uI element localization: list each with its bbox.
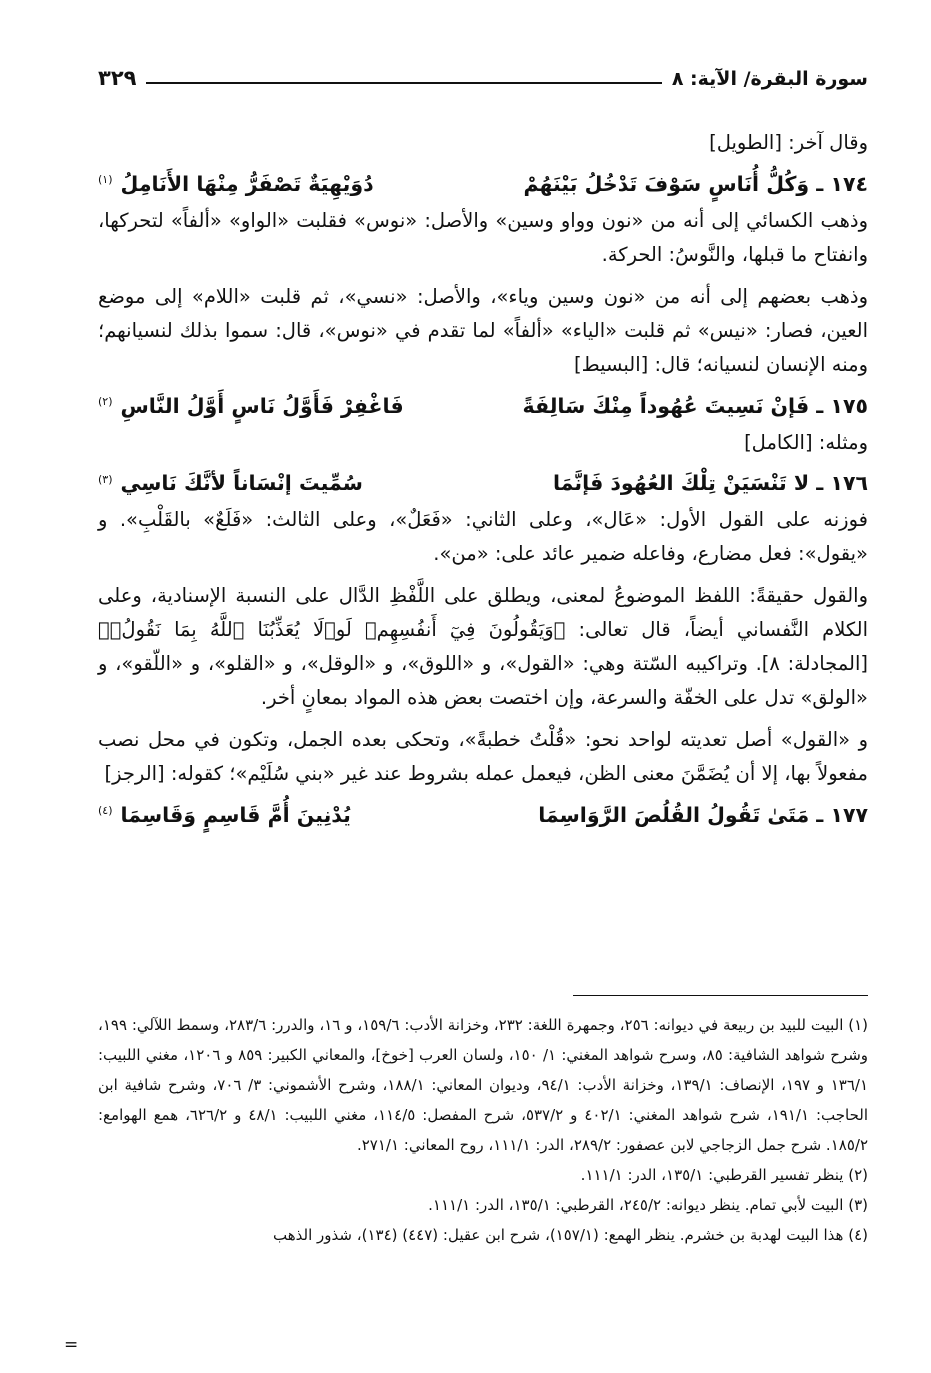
footnote-3: (٣) البيت لأبي تمام. ينظر ديوانه: ٢٤٥/٢، القرطبي: ١٣٥/١، الدر: ١١١/١. bbox=[428, 1196, 868, 1214]
footnote-ref: (٤) bbox=[98, 804, 113, 818]
footnote-ref: (٢) bbox=[98, 394, 113, 408]
verse-number: ١٧٦ ـ bbox=[816, 471, 868, 496]
paragraph: و «القول» أصل تعديته لواحد نحو: «قُلْتُ خطبةً»، وتحكى بعده الجمل، وتكون في محل نصب مفعولاً بها، إلا أن يُضَمَّنَ معنى الظن، فيعمل عمله بشروط عند غير «بني سُلَيْم»؛ كقوله: [الرجز] bbox=[98, 728, 868, 786]
page-number: ٣٢٩ bbox=[98, 66, 137, 90]
poem-verse-174 bbox=[98, 160, 868, 204]
intro-line: ومثله: [الكامل] bbox=[744, 430, 868, 454]
verse-number: ١٧٧ ـ bbox=[816, 803, 868, 828]
first-hemistich: لا تَنْسَيَنْ تِلْكَ العُهُودَ فَإنَّمَا bbox=[552, 471, 810, 496]
header-rule bbox=[146, 82, 661, 84]
footnote-4: (٤) هذا البيت لهدبة بن خشرم. ينظر الهمع: (١٥٧/١)، شرح ابن عقيل: (٤٤٧) (١٣٤)، شذور الذهب bbox=[273, 1226, 868, 1244]
poem-verse-176 bbox=[98, 460, 868, 504]
surah-title: سورة البقرة/ الآية: ٨ bbox=[671, 68, 868, 90]
footnotes bbox=[98, 1010, 868, 1250]
paragraph: وذهب بعضهم إلى أنه من «نون وسين وياء»، والأصل: «نسي»، ثم قلبت «اللام» إلى موضع العين، فصار: «نيس» ثم قلبت «الياء» «ألفاً» لما تقدم في «نوس»، قال: سموا بذلك لنسيانهم؛ ومنه الإنسان لنسيانه؛ قال: [البسيط] bbox=[98, 284, 868, 376]
footnote-divider bbox=[573, 995, 868, 996]
page-header bbox=[98, 54, 868, 90]
footnote-ref: (٣) bbox=[98, 472, 113, 486]
main-text bbox=[98, 126, 868, 835]
poem-verse-177 bbox=[98, 791, 868, 835]
intro-line: وقال آخر: [الطويل] bbox=[709, 131, 868, 154]
first-hemistich: وَكُلُّ أُنَاسٍ سَوْفَ تَدْخُلُ بَيْنَهُمْ bbox=[523, 171, 810, 196]
footnote-2: (٢) ينظر تفسير القرطبي: ١٣٥/١، الدر: ١١١/١. bbox=[580, 1166, 868, 1184]
second-hemistich: فَاغْفِرْ فَأَوَّلُ نَاسٍ أَوَّلُ النَّاسِ bbox=[120, 393, 404, 418]
continuation-mark: = bbox=[64, 1335, 79, 1355]
paragraph: فوزنه على القول الأول: «عَال»، وعلى الثاني: «فَعَلٌ»، وعلى الثالث: «فَلَعٌ» بالقَلْبِ». و «يقول»: فعل مضارع، وفاعله ضمير عائد على: «من». bbox=[98, 508, 868, 566]
footnote-1: (١) البيت للبيد بن ربيعة في ديوانه: ٢٥٦، وجمهرة اللغة: ٢٣٢، وخزانة الأدب: ١٥٩/٦، و ١٦، والدرر: ٢٨٣/٦، وسمط اللآلي: ١٩٩، وشرح شواهد الشافية: ٨٥، وسرح شواهد المغني: ١/ ١٥٠، ولسان العرب [خوخ]، والمعاني الكبير: ٨٥٩ و ١٢٠٦، مغني اللبيب: ١٣٦/١ و ١٩٧، الإنصاف: ١٣٩/١، وخزانة الأدب: ٩٤/١، وديوان المعاني: ١٨٨/١، وشرح الأشموني: ٣/ ٧٠٦، وشرح شافية ابن الحاجب: ١٩١/١، شرح شواهد المغني: ٤٠٢/١ و ٥٣٧/٢، شرح المفصل: ١١٤/٥، مغني اللبيب: ٤٨/١ و ٦٢٦/٢، همع الهوامع: ١٨٥/٢. شرح جمل الزجاجي لابن عصفور: ٢٨٩/٢، الدر: ١١١/١، روح المعاني: ٢٧١/١. bbox=[98, 1016, 869, 1154]
first-hemistich: فَإنْ نَسِيتَ عُهُوداً مِنْكَ سَالِفَةً bbox=[522, 393, 810, 418]
second-hemistich: سُمِّيتَ إنْسَاناً لأنَّكَ نَاسِي bbox=[120, 471, 363, 496]
second-hemistich: يُدْنِينَ أُمَّ قَاسِمٍ وَقَاسِمَا bbox=[120, 803, 351, 828]
verse-number: ١٧٤ ـ bbox=[816, 171, 868, 196]
paragraph: وذهب الكسائي إلى أنه من «نون وواو وسين» والأصل: «نوس» فقلبت «الواو» «ألفاً» لتحركها، وانفتاح ما قبلها، والنَّوسُ: الحركة. bbox=[98, 208, 868, 266]
first-hemistich: مَتَىٰ تَقُولُ القُلُصَ الرَّوَاسِمَا bbox=[538, 803, 810, 828]
second-hemistich: دُوَيْهِيَةٌ تَصْفَرُّ مِنْهَا الأَنَامِلُ bbox=[120, 171, 374, 196]
footnote-ref: (١) bbox=[98, 173, 113, 186]
poem-verse-175 bbox=[98, 382, 868, 426]
paragraph: والقول حقيقةً: اللفظ الموضوعُ لمعنى، ويطلق على اللَّفْظِ الدَّال على النسبة الإسنادية، وعلى الكلام النَّفساني أيضاً، قال تعالى: ﴿وَيَقُولُونَ فِيٓ أَنفُسِهِمۡ لَوۡلَا يُعَذِّبُنَا ٱللَّهُ بِمَا نَقُولُۚ﴾ [المجادلة: ٨]. وتراكيبه السّتة وهي: «القول»، و «اللوق»، و «الوقل»، و «القلو»، و «اللّقو»، و «الولق» تدل على الخفّة والسرعة، وإن اختصت بعض هذه المواد بمعانٍ أخر. bbox=[98, 584, 868, 710]
verse-number: ١٧٥ ـ bbox=[816, 393, 868, 418]
